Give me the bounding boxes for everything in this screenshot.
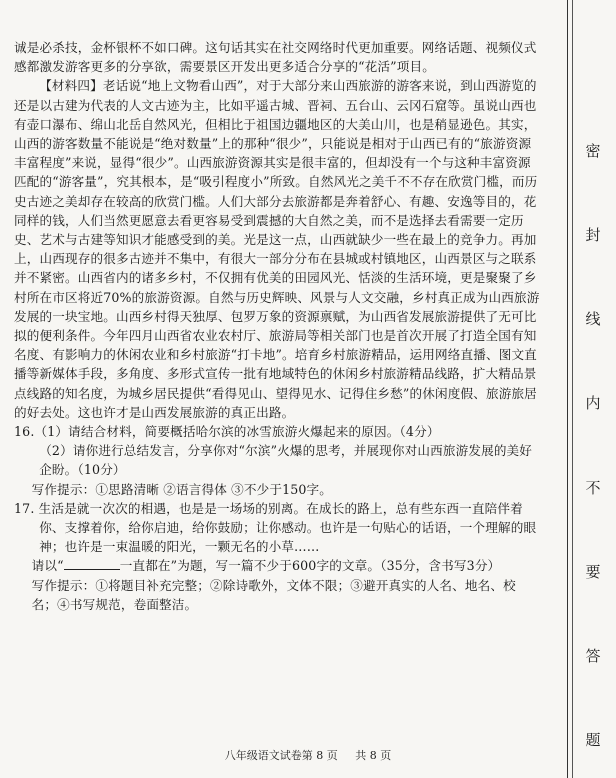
seal-char: 封 (585, 226, 601, 245)
seal-char: 答 (585, 646, 601, 665)
seal-char: 不 (585, 478, 601, 497)
question-17-task (14, 556, 540, 575)
question-17-prompt: 17. 生活是就一次次的相遇，也是是一场场的别离。在成长的路上，总有些东西一直陪伴着你、支撑着你，给你启迪，给你鼓励；让你感动。也许是一句贴心的话语，一个理解的眼神；也许是一束温暖的阳光，一颗无名的小草…… (14, 500, 537, 555)
material-four: 【材料四】老话说“地上文物看山西”，对于大部分来山西旅游的游客来说，到山西游览的还是以古建为代表的人文古迹为主，比如平遥古城、晋祠、五台山、云冈石窟等。虽说山西也有壶口瀑布、绵山北岳自然风光，但相比于祖国边疆地区的大美山川，也是稍显逊色。其实，山西的游客数量不能说是“绝对数量”上的那种“很少”，只能说是相对于山西已有的“旅游资源丰富程度”来说，显得“很少”。山西旅游资源其实是很丰富的，但却没有一个与这种丰富资源匹配的“游客量”，究其根本，是“吸引程度小”所致。自然风光之美千不不存在欣赏门槛，而历史古迹之美却存在较高的欣赏门槛。人们大部分去旅游都是奔着舒心、有趣、安逸等目的，花同样的钱，人们当然更愿意去看更容易受到震撼的大自然之美，而不是选择去看需要一定历史、艺术与古建等知识才能感受到的美。光是这一点，山西就缺少一些在最上的竞争力。再加上，山西现存的很多古迹并不集中，有很大一部分分布在县城或村镇地区，山西景区与之联系并不紧密。山西省内的诸多乡村，不仅拥有优美的田园风光、恬淡的生活环境，更是聚聚了乡村所在市区将近70%的旅游资源。自然与历史辉映、风景与人文交融，乡村真正成为山西旅游发展的一块宝地。山西乡村得天独厚、包罗万象的资源禀赋，为山西省发展旅游提供了无可比拟的便利条件。今年四月山西省农业农村厅、旅游局等相关部门也是首次开展了打造全国有知名度、有影响力的休闲农业和乡村旅游“打卡地”。培育乡村旅游精品，运用网络直播、图文直播等新媒体手段，多角度、多形式宣传一批有地域特色的休闲乡村旅游精品线路，扩大精品景点线路的知名度，为城乡居民提供“看得见山、望得见水、记得住乡愁”的休闲度假、旅游旅居的好去处。这也许才是山西发展旅游的真正出路。 (14, 78, 540, 420)
seal-char: 要 (585, 562, 601, 581)
seal-border-line (567, 0, 568, 778)
footer-total-pages: 共 8 页 (355, 749, 392, 762)
question-17-writing-hint: 写作提示：①将题目补充完整；②除诗歌外，文体不限；③避开真实的人名、地名、校名；④书写规范，卷面整洁。 (31, 577, 516, 612)
footer-page-number: 八年级语文试卷第 8 页 (224, 749, 338, 762)
seal-char: 密 (585, 142, 601, 160)
seal-border-line-inner (572, 0, 573, 778)
seal-line-notice (583, 140, 603, 750)
page-footer (0, 747, 616, 763)
question-16-part-2: （2）请你进行总结发言，分享你对“尔滨”火爆的思考，并展现你对山西旅游发展的美好企盼。（10分） (39, 443, 533, 478)
question-16-part-1: 16.（1）请结合材料，简要概括哈尔滨的冰雪旅游火爆起来的原因。（4分） (14, 424, 440, 440)
seal-char: 内 (585, 394, 601, 413)
question-17-task-suffix: 一直都在”为题，写一篇不少于600字的文章。（35分，含书写3分） (119, 558, 501, 574)
title-blank (64, 557, 120, 570)
question-16-writing-hint: 写作提示：①思路清晰 ②语言得体 ③不少于150字。 (31, 481, 333, 497)
material-three-ending: 诚是必杀技，金杯银杯不如口碑。这句话其实在社交网络时代更加重要。网络话题、视频仪式感都激发游客更多的分享欲，需要景区开发出更多适合分享的“花活”项目。 (14, 40, 537, 75)
seal-char: 题 (585, 730, 601, 749)
seal-char: 线 (585, 310, 601, 329)
question-17-task-prefix: 请以“ (31, 558, 64, 574)
exam-text-block (14, 38, 540, 614)
